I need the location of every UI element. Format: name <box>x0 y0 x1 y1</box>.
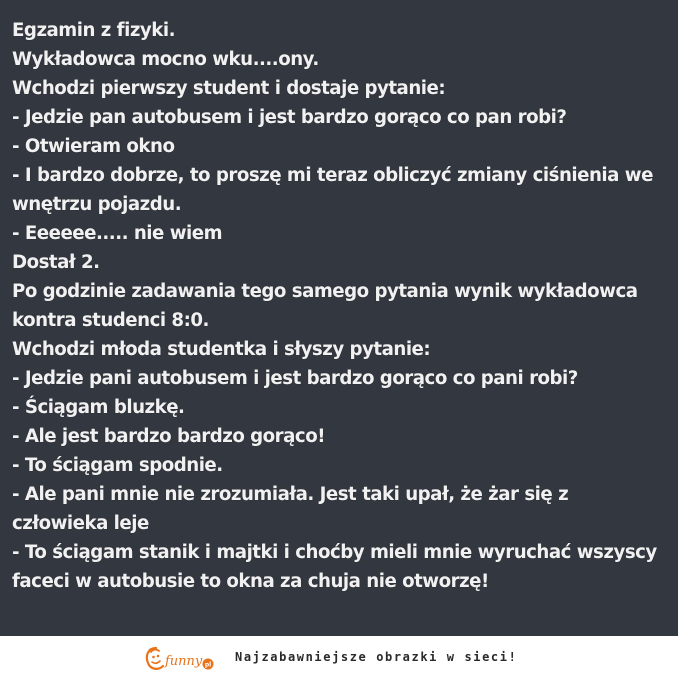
joke-text <box>12 16 672 596</box>
joke-line: Wchodzi pierwszy student i dostaje pytanie: <box>12 78 446 99</box>
funny-logo[interactable] <box>142 644 218 674</box>
joke-line: - Jedzie pani autobusem i jest bardzo gorąco co pani robi? <box>12 368 578 389</box>
joke-line: - To ściągam spodnie. <box>12 455 223 476</box>
logo-badge: pl <box>204 661 212 669</box>
joke-line: wnętrzu pojazdu. <box>12 194 182 215</box>
joke-line: - Jedzie pan autobusem i jest bardzo gorąco co pan robi? <box>12 107 567 128</box>
funny-logo-icon <box>142 644 218 674</box>
joke-line: - Otwieram okno <box>12 136 175 157</box>
joke-line: człowieka leje <box>12 513 149 534</box>
joke-line: - I bardzo dobrze, to proszę mi teraz obliczyć zmiany ciśnienia we <box>12 165 653 186</box>
joke-line: Wykładowca mocno wku....ony. <box>12 49 319 70</box>
joke-line: Po godzinie zadawania tego samego pytania wynik wykładowca <box>12 281 638 302</box>
joke-line: Egzamin z fizyki. <box>12 20 176 41</box>
joke-line: - To ściągam stanik i majtki i choćby mieli mnie wyruchać wszyscy <box>12 542 657 563</box>
logo-text: funny <box>165 654 203 669</box>
joke-line: Dostał 2. <box>12 252 100 273</box>
joke-line: - Ściągam bluzkę. <box>12 397 185 418</box>
joke-line: - Ale pani mnie nie zrozumiała. Jest taki upał, że żar się z <box>12 484 569 505</box>
footer-bar <box>0 636 678 680</box>
joke-line: Wchodzi młoda studentka i słyszy pytanie: <box>12 339 431 360</box>
joke-line: - Ale jest bardzo bardzo gorąco! <box>12 426 325 447</box>
tagline: Najzabawniejsze obrazki w sieci! <box>235 650 518 664</box>
joke-line: - Eeeeee..... nie wiem <box>12 223 223 244</box>
joke-line: kontra studenci 8:0. <box>12 310 209 331</box>
joke-line: faceci w autobusie to okna za chuja nie otworzę! <box>12 571 489 592</box>
